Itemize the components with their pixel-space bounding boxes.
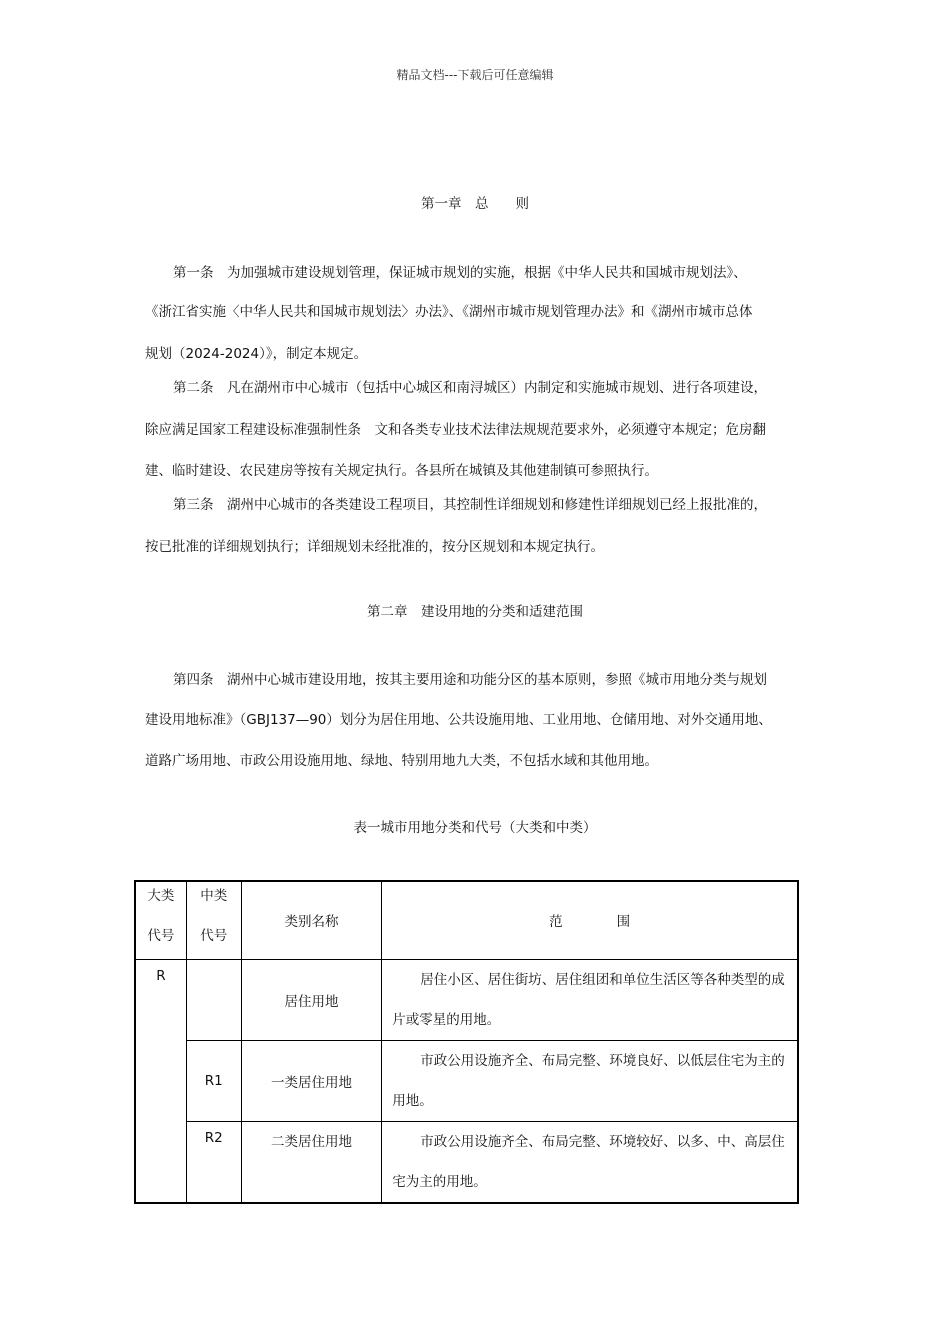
article-1-line-3: 规划（2024-2024）》，制定本规定。 [145,346,368,362]
major-code-header-line-2: 代号 [147,928,175,944]
mid-code-header-line-1: 中类 [200,888,228,904]
scope-text: 市政公用设施齐全、布局完整、环境良好、以低层住宅为主的用地。 [392,1052,785,1109]
article-4-line-2: 建设用地标准》（GBJ137—90）划分为居住用地、公共设施用地、工业用地、仓储用地、对外交通用地、 [145,712,772,728]
table-caption: 表一城市用地分类和代号（大类和中类） [353,820,597,836]
table-header-row [135,881,798,959]
article-3-line-2: 按已批准的详细规划执行；详细规划未经批准的，按分区规划和本规定执行。 [145,539,604,555]
scope-header: 范 围 [382,881,798,959]
article-2-line-3: 建、临时建设、农民建房等按有关规定执行。各县所在城镇及其他建制镇可参照执行。 [145,463,658,479]
article-1-line-1: 第一条 为加强城市建设规划管理，保证城市规划的实施，根据《中华人民共和国城市规划法》、 [173,265,747,281]
category-name-cell: 二类居住用地 [241,1121,382,1203]
table-row [135,1121,798,1203]
table-row [135,959,798,1040]
scope-cell [382,959,798,1040]
scope-cell [382,1040,798,1121]
article-1-line-2: 《浙江省实施〈中华人民共和国城市规划法〉办法》、《湖州市城市规划管理办法》和《湖州市城市总体 [145,304,753,320]
mid-code-header-line-2: 代号 [200,928,228,944]
major-code-header [135,881,186,959]
article-3-line-1: 第三条 湖州中心城市的各类建设工程项目，其控制性详细规划和修建性详细规划已经上报批准的， [173,497,767,513]
mid-code-cell [186,959,241,1040]
scope-text: 市政公用设施齐全、布局完整、环境较好、以多、中、高层住宅为主的用地。 [392,1133,785,1190]
scope-cell [382,1121,798,1203]
article-4-line-1: 第四条 湖州中心城市建设用地，按其主要用途和功能分区的基本原则，参照《城市用地分类与规划 [173,672,767,688]
article-2-line-2: 除应满足国家工程建设标准强制性条 文和各类专业技术法律法规规范要求外，必须遵守本规定；危房翻 [145,422,766,438]
table-row [135,1040,798,1121]
article-4-line-3: 道路广场用地、市政公用设施用地、绿地、特别用地九大类，不包括水域和其他用地。 [145,753,658,769]
mid-code-cell: R1 [186,1040,241,1121]
category-name-cell: 一类居住用地 [241,1040,382,1121]
article-2-line-1: 第二条 凡在湖州市中心城市（包括中心城区和南浔城区）内制定和实施城市规划、进行各项建设， [173,380,767,396]
major-code-header-line-1: 大类 [147,888,175,904]
page-header: 精品文档---下载后可任意编辑 [396,68,554,82]
category-name-header: 类别名称 [241,881,382,959]
category-name-cell: 居住用地 [241,959,382,1040]
chapter-2-title: 第二章 建设用地的分类和适建范围 [367,604,583,620]
mid-code-header [186,881,241,959]
land-use-table [134,880,799,1204]
scope-text: 居住小区、居住街坊、居住组团和单位生活区等各种类型的成片或零星的用地。 [392,971,785,1028]
mid-code-cell: R2 [186,1121,241,1203]
major-code-cell: R [135,959,186,1203]
chapter-1-title: 第一章 总 则 [421,196,529,212]
